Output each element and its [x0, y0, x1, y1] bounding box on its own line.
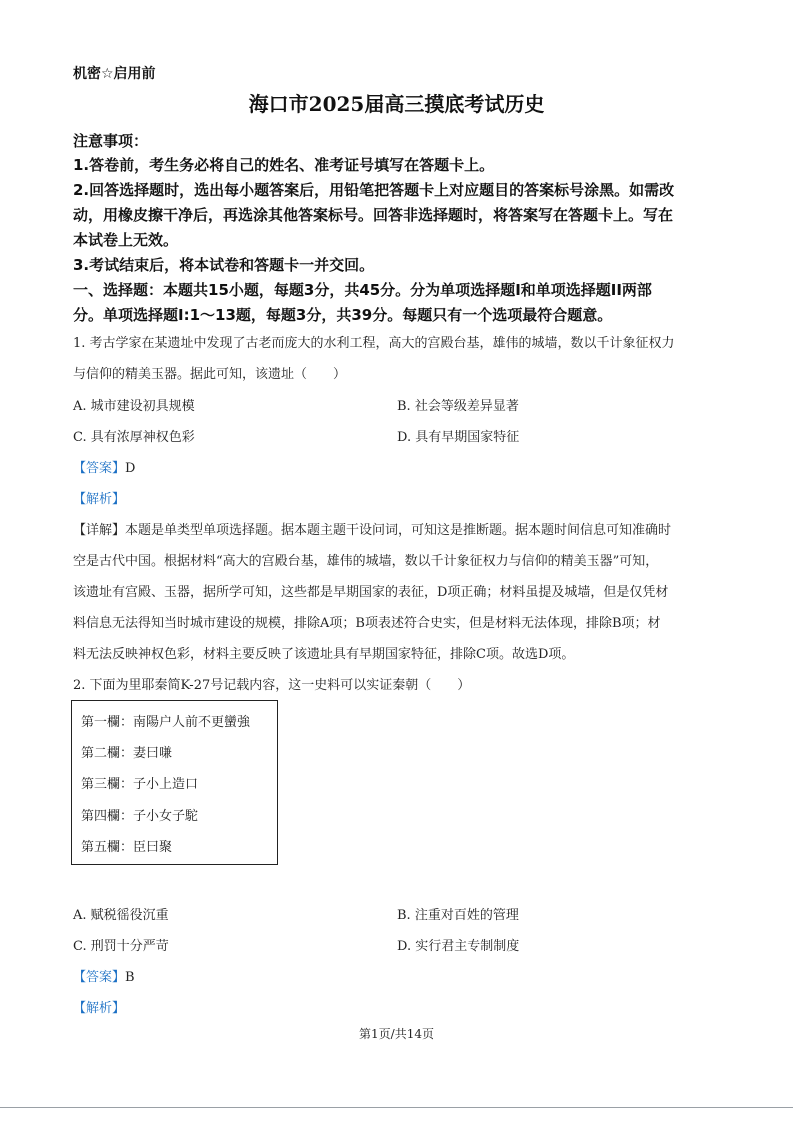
question-1-stem: 与信仰的精美玉器。据此可知，该遗址（ ）: [73, 367, 347, 382]
box-row: 第一欄：南陽户人前不更蠻強: [81, 715, 251, 730]
q1-option-a: A. 城市建设初具规模: [73, 399, 195, 414]
page-number: 第1页/共14页: [359, 1027, 434, 1041]
answer-value: D: [125, 461, 136, 476]
q2-analysis-label: 【解析】: [73, 1001, 126, 1016]
q1-answer: [73, 457, 135, 476]
q1-detail-line: 该遗址有宫殿、玉器，据所学可知，这些都是早期国家的表征，D项正确；材料虽提及城墙，但是仅凭材: [73, 585, 669, 600]
notice-item: 本试卷上无效。: [73, 231, 179, 249]
section-heading: 分。单项选择题I:1～13题，每题3分，共39分。每题只有一个选项最符合题意。: [73, 306, 613, 324]
answer-label: 【答案】: [73, 461, 126, 476]
question-2-stem: 2. 下面为里耶秦简K-27号记载内容，这一史料可以实证秦朝（ ）: [73, 678, 471, 693]
q1-analysis-label: 【解析】: [73, 492, 126, 507]
box-row: 第三欄：子小上造口: [81, 777, 199, 792]
bamboo-slip-transcription-box: [71, 700, 278, 865]
confidential-label: 机密☆启用前: [73, 66, 156, 82]
q2-option-d: D. 实行君主专制制度: [397, 939, 520, 954]
bottom-divider: [0, 1107, 793, 1108]
page-title: 海口市2025届高三摸底考试历史: [248, 92, 545, 116]
q1-detail-line: 料信息无法得知当时城市建设的规模，排除A项；B项表述符合史实，但是材料无法体现，排除B项；材: [73, 616, 661, 631]
answer-value: B: [125, 970, 135, 985]
answer-label: 【答案】: [73, 970, 126, 985]
notice-item: 3.考试结束后，将本试卷和答题卡一并交回。: [73, 256, 375, 274]
q1-option-c: C. 具有浓厚神权色彩: [73, 430, 195, 445]
notice-heading: 注意事项：: [73, 132, 149, 150]
question-1-stem: 1. 考古学家在某遗址中发现了古老而庞大的水利工程，高大的宫殿台基，雄伟的城墙，数以千计象征权力: [73, 336, 675, 351]
q2-option-c: C. 刑罚十分严苛: [73, 939, 169, 954]
q2-option-a: A. 赋税徭役沉重: [73, 908, 169, 923]
q1-option-d: D. 具有早期国家特征: [397, 430, 520, 445]
box-row: 第五欄：臣曰聚: [81, 840, 173, 855]
box-row: 第四欄：子小女子駝: [81, 809, 199, 824]
q2-answer: [73, 966, 135, 985]
notice-item: 2.回答选择题时，选出每小题答案后，用铅笔把答题卡上对应题目的答案标号涂黑。如需改: [73, 181, 675, 199]
notice-item: 动，用橡皮擦干净后，再选涂其他答案标号。回答非选择题时，将答案写在答题卡上。写在: [73, 206, 674, 224]
q2-option-b: B. 注重对百姓的管理: [397, 908, 519, 923]
section-heading: 一、选择题：本题共15小题，每题3分，共45分。分为单项选择题I和单项选择题II两部: [73, 281, 652, 299]
q1-detail-line: 【详解】本题是单类型单项选择题。据本题主题干设问词，可知这是推断题。据本题时间信息可知准确时: [73, 523, 672, 538]
box-row: 第二欄：妻曰嗛: [81, 746, 173, 761]
q1-detail-line: 料无法反映神权色彩，材料主要反映了该遗址具有早期国家特征，排除C项。故选D项。: [73, 647, 575, 662]
q1-option-b: B. 社会等级差异显著: [397, 399, 519, 414]
q1-detail-line: 空是古代中国。根据材料“高大的宫殿台基，雄伟的城墙，数以千计象征权力与信仰的精美玉器”可知，: [73, 554, 659, 569]
notice-item: 1.答卷前，考生务必将自己的姓名、准考证号填写在答题卡上。: [73, 156, 495, 174]
